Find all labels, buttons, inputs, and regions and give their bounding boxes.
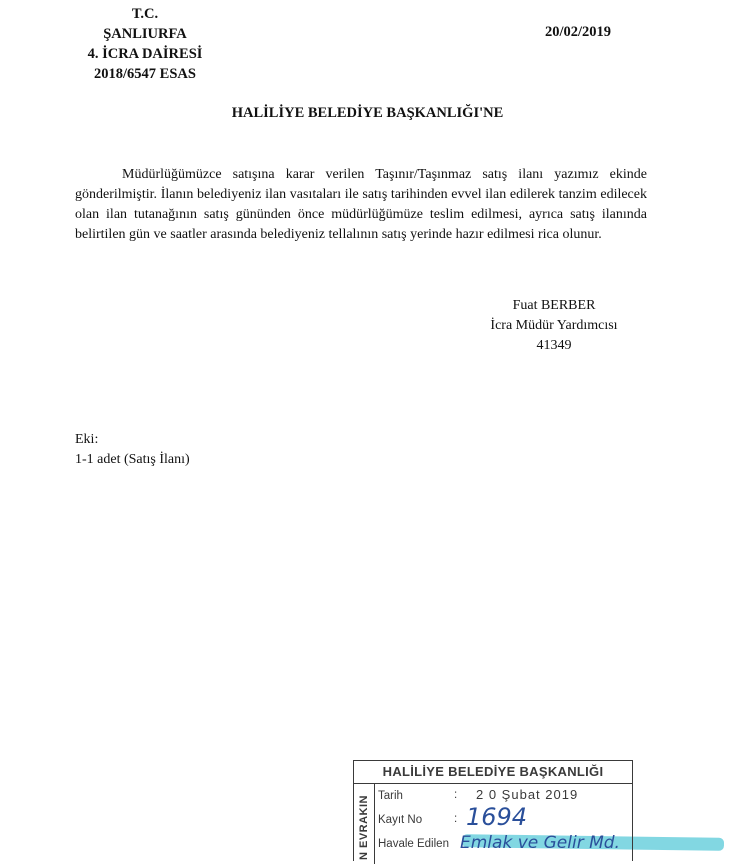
- registry-stamp: [353, 760, 633, 861]
- stamp-record-label: Kayıt No: [378, 814, 423, 826]
- signature-block: [470, 296, 638, 356]
- document-date: 20/02/2019: [545, 24, 612, 40]
- stamp-referred-label: Havale Edilen: [378, 838, 449, 850]
- signer-number: 41349: [536, 338, 572, 353]
- recipient-heading: HALİLİYE BELEDİYE BAŞKANLIĞI'NE: [231, 105, 504, 121]
- stamp-date-value: 2 0 Şubat 2019: [476, 787, 579, 802]
- issuer-line-country: T.C.: [131, 6, 159, 22]
- signer-title: İcra Müdür Yardımcısı: [490, 318, 618, 333]
- attachment-item: 1-1 adet (Satış İlanı): [75, 452, 190, 467]
- stamp-date-label: Tarih: [378, 790, 403, 802]
- stamp-colon: :: [454, 813, 458, 825]
- issuer-line-case-number: 2018/6547 ESAS: [94, 66, 196, 82]
- stamp-referred-value: Emlak ve Gelir Md.: [460, 833, 620, 853]
- issuer-line-office: 4. İCRA DAİRESİ: [87, 46, 203, 62]
- stamp-side-label: N EVRAKIN: [354, 784, 375, 864]
- signer-name: Fuat BERBER: [512, 298, 596, 313]
- stamp-record-value: 1694: [466, 803, 528, 831]
- stamp-colon: :: [454, 789, 458, 801]
- attachments-block: [75, 430, 190, 470]
- letter-body: Müdürlüğümüzce satışına karar verilen Taşınır/Taşınmaz satış ilanı yazımız ekinde gönderilmiştir. İlanın belediyeniz ilan vasıtaları ile satış tarihinden evvel ilan edilerek tanzim edilecek olan ilan tutanağının satış gününden önce müdürlüğümüze teslim edilmesi, ayrıca satış ilanında belirtilen gün ve saatler arasında belediyeniz tellalının satış yerinde hazır edilmesi rica olunur.: [75, 167, 647, 242]
- issuer-line-city: ŞANLIURFA: [103, 26, 187, 42]
- issuer-block: [60, 4, 230, 84]
- stamp-title: HALİLİYE BELEDİYE BAŞKANLIĞI: [354, 761, 632, 784]
- attachments-label: Eki:: [75, 432, 99, 447]
